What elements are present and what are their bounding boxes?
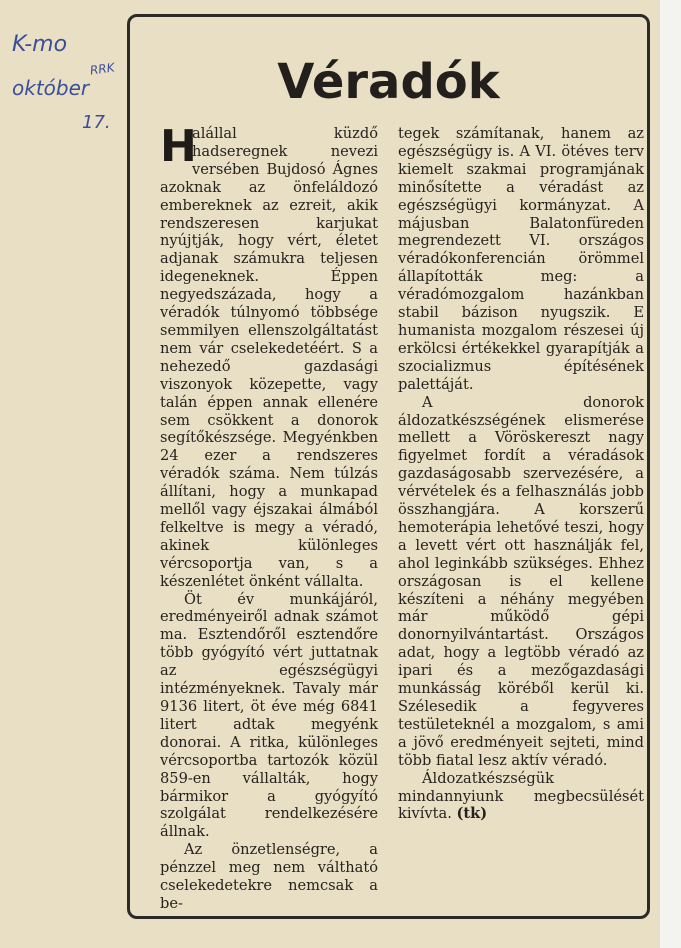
paragraph	[398, 770, 644, 824]
paragraph-text: Áldozatkészségük mindannyiunk megbecsülését kivívta.	[398, 769, 644, 823]
handwritten-line-1: K-mo	[12, 32, 68, 57]
article-title: Véradók	[277, 54, 500, 110]
handwritten-line-2: RRK	[89, 60, 116, 78]
article-column-2	[398, 125, 644, 823]
handwritten-line-4: 17.	[82, 112, 111, 133]
drop-cap: H	[160, 121, 197, 172]
scan-background	[660, 0, 681, 948]
paragraph-text: alállal küzdő hadseregnek nevezi versében Bujdosó Ágnes azoknak az önfeláldozó embereknek az ezreit, akik rendszeresen karjukat nyújtják, hogy vért, életet adjanak számukra teljesen idegeneknek. Éppen negyedszázada, hogy a véradók túlnyomó többsége semmilyen ellenszolgáltatást nem vár cselekedetéért. S a nehezedő gazdasági viszonyok közepette, vagy talán éppen annak ellenére sem csökkent a donorok segítőkészsége. Megyénkben 24 ezer a rendszeres véradók száma. Nem túlzás állítani, hogy a munkapad mellől vagy éjszakai álmából felkeltve is megy a véradó, akinek különleges vércsoportja van, s a készenlétet önként vállalta.	[160, 125, 378, 590]
paragraph: A donorok áldozatkészségének elismerése mellett a Vöröskereszt nagy figyelmet fordít a véradások gazdaságosabb szervezésére, a vérvételek és a felhasználás jobb összhangjára. A korszerű hemoterápia lehetővé teszi, hogy a levett vért ott használják fel, ahol leginkább szükséges. Ehhez országosan is el kellene készíteni a néhány megyében már működő gépi donornyilvántartást. Országos adat, hogy a legtöbb véradó az ipari és a mezőgazdasági munkásság köréből kerül ki. Szélesedik a fegyveres testületeknél a mozgalom, s ami a jövő eredményeit sejteti, mind több fiatal lesz aktív véradó.	[398, 393, 644, 769]
handwritten-note	[12, 32, 132, 142]
handwritten-line-3: október	[12, 76, 90, 100]
author-signature: (tk)	[456, 805, 488, 823]
paragraph: Az önzetlenségre, a pénzzel meg nem váltható cselekedetekre nemcsak a be-	[160, 841, 378, 912]
paragraph: Öt év munkájáról, eredményeiről adnak számot ma. Esztendőről esztendőre több gyógyító vért juttatnak az egészségügyi intézményeknek. Tavaly már 9136 litert, öt éve még 6841 litert adtak megyénk donorai. A ritka, különleges vércsoportba tartozók közül 859-en vállalták, hogy bármikor a gyógyító szolgálat rendelkezésére állnak.	[160, 590, 378, 841]
paragraph: tegek számítanak, hanem az egészségügy is. A VI. ötéves terv kiemelt szakmai programjának minősítette a véradást az egészségügyi kormányzat. A májusban Balatonfüreden megrendezett VI. országos véradókonferencián örömmel állapították meg: a véradómozgalom hazánkban stabil bázison nyugszik. E humanista mozgalom részesei új erkölcsi értékekkel gyarapítják a szocializmus építésének palettáját.	[398, 125, 644, 393]
paragraph	[160, 121, 378, 591]
article-column-1	[160, 121, 378, 913]
